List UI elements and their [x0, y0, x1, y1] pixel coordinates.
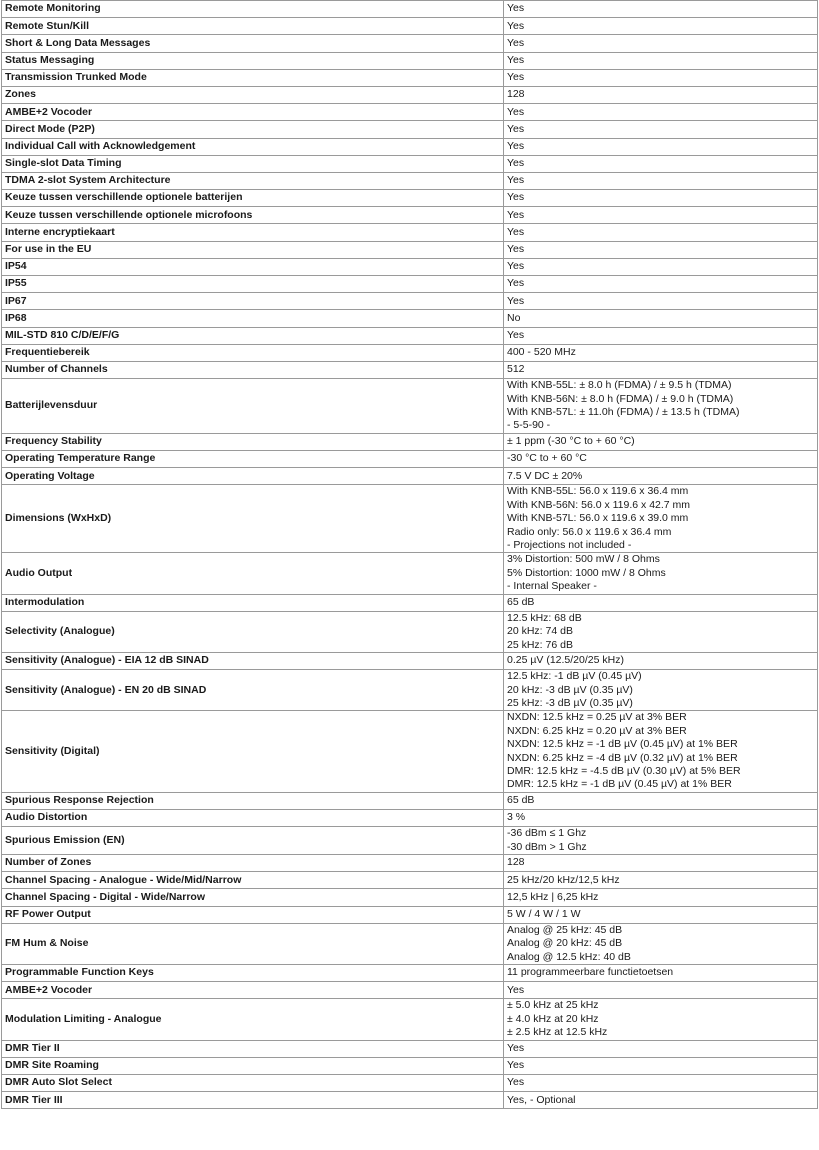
spec-value-line: With KNB-57L: ± 11.0h (FDMA) / ± 13.5 h (TDMA): [507, 405, 740, 418]
spec-value-line: 65 dB: [507, 794, 535, 807]
spec-value: [504, 872, 818, 889]
spec-value-line: Yes: [507, 328, 525, 341]
spec-value: [504, 276, 818, 293]
spec-value-line: - 5-5-90 -: [507, 419, 551, 432]
spec-value: [504, 964, 818, 981]
table-row: [2, 293, 818, 310]
spec-value-line: With KNB-56N: ± 8.0 h (FDMA) / ± 9.0 h (TDMA): [507, 392, 734, 405]
spec-value: [504, 652, 818, 669]
table-row: [2, 104, 818, 121]
table-row: [2, 594, 818, 611]
spec-value-line: Yes: [507, 139, 525, 152]
spec-value-line: Yes: [507, 208, 525, 221]
spec-label: Selectivity (Analogue): [2, 611, 504, 652]
spec-value: [504, 855, 818, 872]
spec-value-line: Yes: [507, 1059, 525, 1072]
spec-label: Direct Mode (P2P): [2, 121, 504, 138]
spec-label: DMR Tier III: [2, 1092, 504, 1109]
table-row: [2, 379, 818, 434]
spec-label: Operating Temperature Range: [2, 450, 504, 467]
specifications-table: [1, 0, 818, 1109]
spec-value-line: 5% Distortion: 1000 mW / 8 Ohms: [507, 566, 666, 579]
spec-label: DMR Auto Slot Select: [2, 1074, 504, 1091]
table-row: [2, 906, 818, 923]
spec-value-line: 3% Distortion: 500 mW / 8 Ohms: [507, 553, 660, 566]
spec-label: Audio Output: [2, 553, 504, 594]
spec-value-line: Yes: [507, 260, 525, 273]
spec-value: [504, 121, 818, 138]
spec-label: FM Hum & Noise: [2, 923, 504, 964]
spec-value-line: Radio only: 56.0 x 119.6 x 36.4 mm: [507, 525, 672, 538]
spec-value: [504, 670, 818, 711]
spec-value: [504, 433, 818, 450]
table-row: [2, 18, 818, 35]
spec-value-line: Yes: [507, 225, 525, 238]
spec-value-line: No: [507, 311, 521, 324]
table-row: [2, 35, 818, 52]
table-row: [2, 1057, 818, 1074]
spec-label: Zones: [2, 86, 504, 103]
spec-value: [504, 611, 818, 652]
spec-value-line: 0.25 µV (12.5/20/25 kHz): [507, 654, 624, 667]
table-row: [2, 69, 818, 86]
table-row: [2, 344, 818, 361]
spec-value: [504, 69, 818, 86]
spec-value: [504, 293, 818, 310]
table-row: [2, 553, 818, 594]
table-row: [2, 1074, 818, 1091]
table-row: [2, 468, 818, 485]
spec-label: Channel Spacing - Analogue - Wide/Mid/Narrow: [2, 872, 504, 889]
spec-label: Intermodulation: [2, 594, 504, 611]
spec-value: [504, 138, 818, 155]
spec-value-line: 512: [507, 363, 525, 376]
spec-value-line: NXDN: 12.5 kHz = -1 dB µV (0.45 µV) at 1% BER: [507, 738, 738, 751]
table-row: [2, 923, 818, 964]
spec-value-line: Yes, - Optional: [507, 1093, 576, 1106]
spec-value-line: Yes: [507, 71, 525, 84]
spec-value: [504, 190, 818, 207]
spec-label: IP67: [2, 293, 504, 310]
spec-value-line: 400 - 520 MHz: [507, 346, 576, 359]
spec-value-line: ± 5.0 kHz at 25 kHz: [507, 999, 599, 1012]
spec-label: Status Messaging: [2, 52, 504, 69]
table-row: [2, 121, 818, 138]
spec-value-line: 5 W / 4 W / 1 W: [507, 907, 581, 920]
spec-value-line: Yes: [507, 1041, 525, 1054]
spec-value: [504, 207, 818, 224]
spec-value: [504, 553, 818, 594]
spec-label: Sensitivity (Analogue) - EIA 12 dB SINAD: [2, 652, 504, 669]
spec-label: Keuze tussen verschillende optionele microfoons: [2, 207, 504, 224]
spec-value-line: ± 2.5 kHz at 12.5 kHz: [507, 1026, 608, 1039]
spec-value-line: Yes: [507, 157, 525, 170]
spec-value: [504, 104, 818, 121]
spec-label: Sensitivity (Digital): [2, 711, 504, 792]
spec-value: [504, 35, 818, 52]
spec-value-line: 3 %: [507, 811, 526, 824]
spec-value-line: 11 programmeerbare functietoetsen: [507, 966, 674, 979]
spec-value-line: Yes: [507, 36, 525, 49]
spec-label: Remote Stun/Kill: [2, 18, 504, 35]
spec-value: [504, 310, 818, 327]
spec-value: [504, 889, 818, 906]
table-row: [2, 172, 818, 189]
table-row: [2, 1040, 818, 1057]
table-row: [2, 52, 818, 69]
spec-value-line: Yes: [507, 105, 525, 118]
spec-label: Number of Channels: [2, 361, 504, 378]
spec-value: [504, 361, 818, 378]
table-row: [2, 207, 818, 224]
spec-value: [504, 792, 818, 809]
spec-value-line: Yes: [507, 191, 525, 204]
spec-value-line: Yes: [507, 294, 525, 307]
table-row: [2, 86, 818, 103]
spec-value: [504, 224, 818, 241]
spec-value-line: Analog @ 12.5 kHz: 40 dB: [507, 950, 631, 963]
spec-value-line: 7.5 V DC ± 20%: [507, 469, 583, 482]
table-row: [2, 810, 818, 827]
spec-label: For use in the EU: [2, 241, 504, 258]
table-row: [2, 361, 818, 378]
table-row: [2, 999, 818, 1040]
spec-value-line: With KNB-55L: 56.0 x 119.6 x 36.4 mm: [507, 485, 689, 498]
spec-label: Number of Zones: [2, 855, 504, 872]
spec-label: Keuze tussen verschillende optionele batterijen: [2, 190, 504, 207]
spec-value-line: NXDN: 6.25 kHz = 0.20 µV at 3% BER: [507, 724, 687, 737]
spec-value-line: 128: [507, 88, 525, 101]
table-row: [2, 485, 818, 553]
spec-label: DMR Site Roaming: [2, 1057, 504, 1074]
spec-value-line: 12,5 kHz | 6,25 kHz: [507, 890, 599, 903]
spec-value-line: 128: [507, 856, 525, 869]
table-row: [2, 224, 818, 241]
spec-value: [504, 485, 818, 553]
spec-value-line: Yes: [507, 19, 525, 32]
spec-value-line: -30 °C to + 60 °C: [507, 452, 587, 465]
spec-value: [504, 1092, 818, 1109]
spec-value: [504, 450, 818, 467]
spec-label: Frequentiebereik: [2, 344, 504, 361]
spec-label: Interne encryptiekaart: [2, 224, 504, 241]
spec-value: [504, 468, 818, 485]
spec-label: Spurious Response Rejection: [2, 792, 504, 809]
spec-label: Individual Call with Acknowledgement: [2, 138, 504, 155]
spec-value-line: ± 1 ppm (-30 °C to + 60 °C): [507, 435, 635, 448]
spec-value-line: Analog @ 25 kHz: 45 dB: [507, 923, 623, 936]
spec-label: Batterijlevensduur: [2, 379, 504, 434]
spec-label: TDMA 2-slot System Architecture: [2, 172, 504, 189]
spec-label: Sensitivity (Analogue) - EN 20 dB SINAD: [2, 670, 504, 711]
table-row: [2, 155, 818, 172]
table-row: [2, 1092, 818, 1109]
spec-value: [504, 1057, 818, 1074]
spec-value: [504, 52, 818, 69]
table-row: [2, 711, 818, 792]
spec-label: DMR Tier II: [2, 1040, 504, 1057]
table-row: [2, 670, 818, 711]
spec-label: AMBE+2 Vocoder: [2, 104, 504, 121]
table-row: [2, 792, 818, 809]
spec-value-line: Yes: [507, 2, 525, 15]
spec-value-line: NXDN: 6.25 kHz = -4 dB µV (0.32 µV) at 1% BER: [507, 751, 738, 764]
table-row: [2, 964, 818, 981]
table-row: [2, 310, 818, 327]
spec-value-line: 20 kHz: -3 dB µV (0.35 µV): [507, 683, 633, 696]
spec-label: Modulation Limiting - Analogue: [2, 999, 504, 1040]
spec-label: Channel Spacing - Digital - Wide/Narrow: [2, 889, 504, 906]
spec-value-line: Yes: [507, 277, 525, 290]
spec-value-line: Yes: [507, 1076, 525, 1089]
spec-label: AMBE+2 Vocoder: [2, 982, 504, 999]
spec-value-line: ± 4.0 kHz at 20 kHz: [507, 1012, 599, 1025]
table-row: [2, 872, 818, 889]
spec-label: RF Power Output: [2, 906, 504, 923]
spec-value: [504, 86, 818, 103]
spec-value-line: -30 dBm > 1 Ghz: [507, 840, 587, 853]
spec-value: [504, 344, 818, 361]
spec-value: [504, 923, 818, 964]
spec-value: [504, 711, 818, 792]
spec-value: [504, 172, 818, 189]
spec-label: Single-slot Data Timing: [2, 155, 504, 172]
spec-value-line: Yes: [507, 122, 525, 135]
spec-value: [504, 258, 818, 275]
spec-value: [504, 827, 818, 855]
spec-value: [504, 594, 818, 611]
spec-label: IP68: [2, 310, 504, 327]
spec-value-line: Yes: [507, 983, 525, 996]
table-row: [2, 827, 818, 855]
table-row: [2, 327, 818, 344]
spec-value: [504, 982, 818, 999]
spec-value: [504, 810, 818, 827]
spec-value: [504, 1, 818, 18]
specifications-table-body: [2, 1, 818, 1109]
table-row: [2, 450, 818, 467]
spec-label: Programmable Function Keys: [2, 964, 504, 981]
table-row: [2, 611, 818, 652]
spec-label: Operating Voltage: [2, 468, 504, 485]
table-row: [2, 138, 818, 155]
spec-value: [504, 999, 818, 1040]
spec-value-line: 25 kHz: 76 dB: [507, 638, 573, 651]
spec-value: [504, 241, 818, 258]
spec-value-line: With KNB-55L: ± 8.0 h (FDMA) / ± 9.5 h (TDMA): [507, 379, 732, 392]
spec-label: Dimensions (WxHxD): [2, 485, 504, 553]
table-row: [2, 433, 818, 450]
spec-label: Transmission Trunked Mode: [2, 69, 504, 86]
spec-value: [504, 18, 818, 35]
spec-label: Short & Long Data Messages: [2, 35, 504, 52]
spec-value-line: DMR: 12.5 kHz = -4.5 dB µV (0.30 µV) at 5% BER: [507, 765, 741, 777]
spec-value-line: - Projections not included -: [507, 538, 632, 551]
spec-value-line: -36 dBm ≤ 1 Ghz: [507, 827, 587, 840]
spec-value-line: With KNB-56N: 56.0 x 119.6 x 42.7 mm: [507, 498, 691, 511]
spec-value: [504, 906, 818, 923]
spec-value-line: Yes: [507, 243, 525, 256]
spec-value-line: - Internal Speaker -: [507, 580, 597, 593]
spec-label: IP54: [2, 258, 504, 275]
spec-value-line: 20 kHz: 74 dB: [507, 625, 573, 638]
table-row: [2, 652, 818, 669]
spec-value-line: Yes: [507, 53, 525, 66]
table-row: [2, 982, 818, 999]
spec-value-line: Yes: [507, 174, 525, 187]
spec-value-line: 65 dB: [507, 595, 535, 608]
spec-label: Frequency Stability: [2, 433, 504, 450]
table-row: [2, 889, 818, 906]
table-row: [2, 190, 818, 207]
spec-value: [504, 1074, 818, 1091]
spec-value: [504, 379, 818, 434]
spec-value-line: 25 kHz/20 kHz/12,5 kHz: [507, 873, 620, 886]
spec-label: MIL-STD 810 C/D/E/F/G: [2, 327, 504, 344]
spec-value-line: 12.5 kHz: 68 dB: [507, 611, 582, 624]
spec-value: [504, 1040, 818, 1057]
table-row: [2, 258, 818, 275]
spec-value-line: DMR: 12.5 kHz = -1 dB µV (0.45 µV) at 1% BER: [507, 778, 732, 791]
spec-label: Audio Distortion: [2, 810, 504, 827]
spec-value-line: Analog @ 20 kHz: 45 dB: [507, 937, 623, 950]
spec-label: Spurious Emission (EN): [2, 827, 504, 855]
spec-label: IP55: [2, 276, 504, 293]
spec-value-line: 25 kHz: -3 dB µV (0.35 µV): [507, 696, 633, 709]
spec-value: [504, 327, 818, 344]
table-row: [2, 276, 818, 293]
spec-value: [504, 155, 818, 172]
table-row: [2, 855, 818, 872]
table-row: [2, 1, 818, 18]
spec-value-line: 12.5 kHz: -1 dB µV (0.45 µV): [507, 670, 642, 683]
spec-value-line: With KNB-57L: 56.0 x 119.6 x 39.0 mm: [507, 512, 689, 525]
spec-value-line: NXDN: 12.5 kHz = 0.25 µV at 3% BER: [507, 711, 687, 724]
table-row: [2, 241, 818, 258]
spec-label: Remote Monitoring: [2, 1, 504, 18]
